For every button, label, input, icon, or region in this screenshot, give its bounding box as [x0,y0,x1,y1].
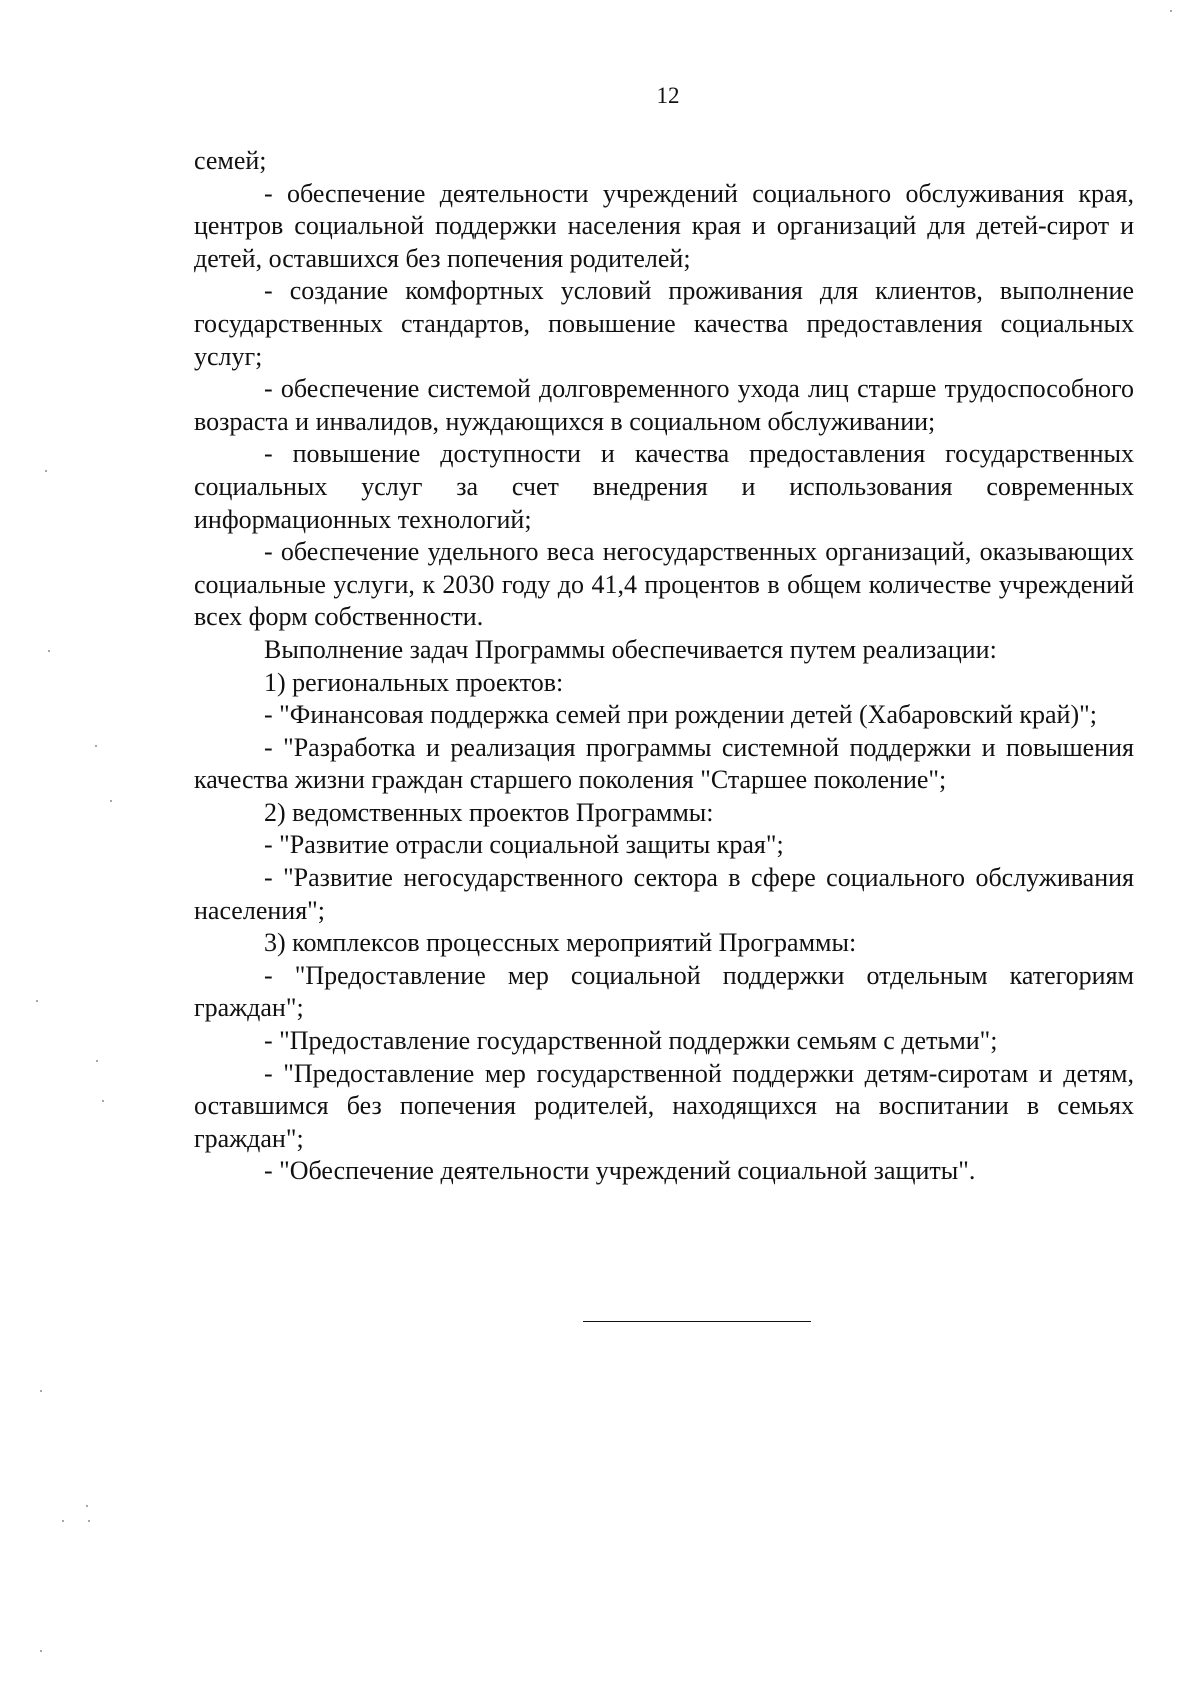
paragraph: - "Предоставление мер государственной поддержки детям-сиротам и детям, оставшимся без попечения родителей, находящихся на воспитании в семьях граждан"; [194,1058,1134,1153]
paragraph: - создание комфортных условий проживания для клиентов, выполнение государственных стандартов, повышение качества предоставления социальных услуг; [194,276,1134,371]
paragraph: - обеспечение деятельности учреждений социального обслуживания края, центров социальной поддержки населения края и организаций для детей-сирот и детей, оставшихся без попечения родителей; [194,178,1134,273]
paragraph: - "Разработка и реализация программы системной поддержки и повышения качества жизни граждан старшего поколения "Старшее поколение"; [194,732,1134,795]
paragraph: - "Финансовая поддержка семей при рождении детей (Хабаровский край)"; [264,700,1097,730]
paragraph: 3) комплексов процессных мероприятий Программы: [264,928,857,958]
body-text [194,145,1134,1188]
page-number: 12 [656,83,680,108]
end-rule [583,1321,811,1322]
paragraph: - обеспечение системой долговременного ухода лиц старше трудоспособного возраста и инвалидов, нуждающихся в социальном обслуживании; [194,374,1134,436]
paragraph: 2) ведомственных проектов Программы: [264,797,714,827]
paragraph: Выполнение задач Программы обеспечивается путем реализации: [264,634,997,664]
paragraph: 1) региональных проектов: [264,667,564,697]
paragraph: - "Обеспечение деятельности учреждений социальной защиты". [264,1156,976,1186]
paragraph: - "Развитие отрасли социальной защиты края"; [264,830,784,860]
paragraph: - "Предоставление мер социальной поддержки отдельным категориям граждан"; [194,960,1134,1023]
paragraph: семей; [194,146,267,175]
paragraph: - "Предоставление государственной поддержки семьям с детьми"; [264,1026,998,1056]
paragraph: - обеспечение удельного веса негосударственных организаций, оказывающих социальные услуги, к 2030 году до 41,4 процентов в общем количестве учреждений всех форм собственности. [194,537,1134,632]
paragraph: - "Развитие негосударственного сектора в сфере социального обслуживания населения"; [194,863,1134,925]
paragraph: - повышение доступности и качества предоставления государственных социальных услуг за счет внедрения и использования современных информационных технологий; [194,439,1134,534]
